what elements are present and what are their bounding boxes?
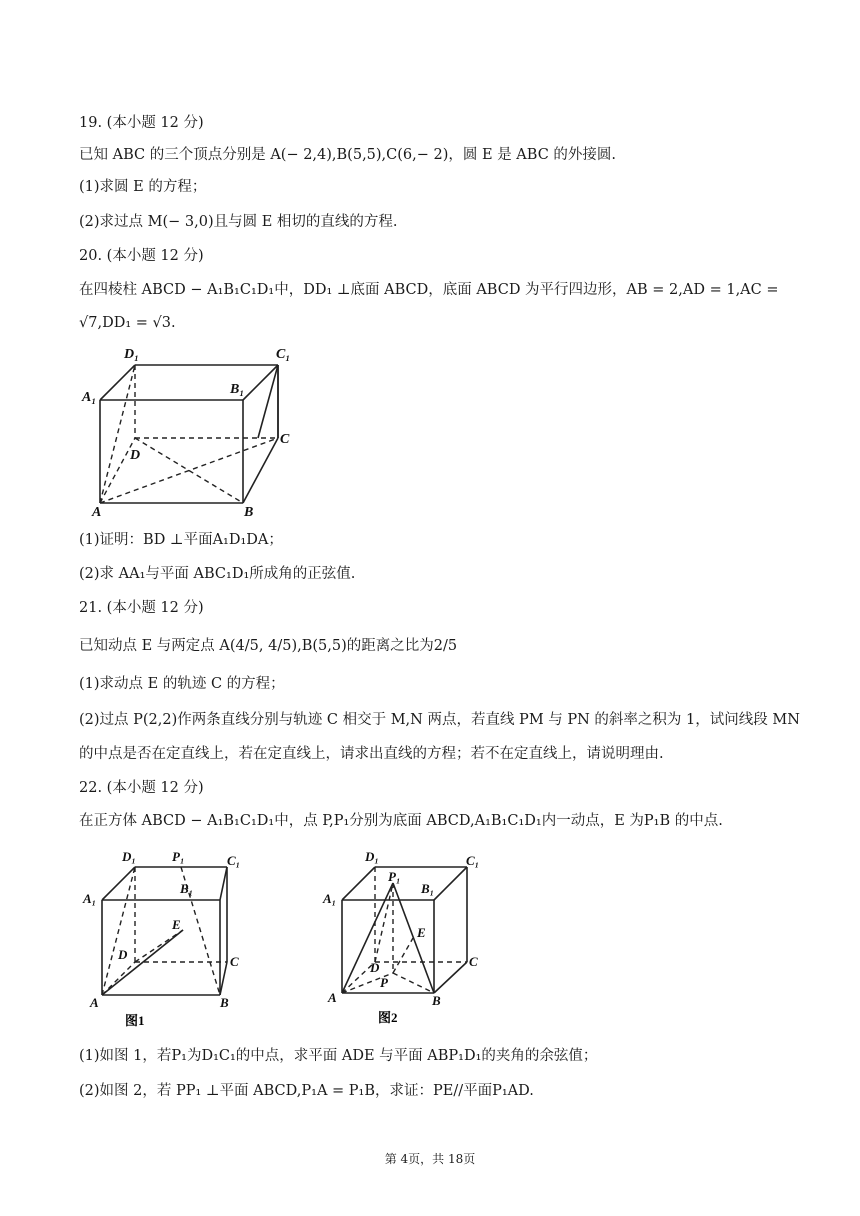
svg-text:C₁: C₁ [466, 853, 480, 868]
label-C: C [280, 432, 290, 447]
q19-header: 19. (本小题 12 分) [79, 115, 204, 131]
q21-part2-line2: 的中点是否在定直线上，若在定直线上，请求出直线的方程；若不在定直线上，请说明理由. [79, 746, 664, 762]
q22-part1: (1)如图 1，若P₁为D₁C₁的中点，求平面 ADE 与平面 ABP₁D₁的夹角的余弦值； [79, 1048, 598, 1064]
q21-part2-line1: (2)过点 P(2,2)作两条直线分别与轨迹 C 相交于 M,N 两点，若直线 PM 与 PN 的斜率之积为 1，试问线段 MN [79, 712, 800, 728]
q22-figure-2 [320, 845, 495, 1030]
page-footer: 第 4页，共 18页 [384, 1152, 476, 1166]
fig2-caption: 图2 [378, 1010, 398, 1025]
svg-text:D₁: D₁ [365, 849, 379, 864]
q21-ratio: 2/5 [433, 638, 458, 654]
svg-text:P₁: P₁ [172, 849, 185, 864]
q20-part2: (2)求 AA₁与平面 ABC₁D₁所成角的正弦值. [79, 566, 356, 582]
svg-text:B₁: B₁ [421, 881, 435, 896]
q22-figure-1 [80, 845, 255, 1030]
svg-text:C: C [469, 954, 478, 969]
q22-header: 22. (本小题 12 分) [79, 780, 204, 796]
svg-text:A: A [328, 990, 337, 1005]
q21-stem-b: ,B(5,5)的距离之比为 [297, 638, 434, 654]
svg-text:B: B [432, 993, 441, 1008]
label-D1: D₁ [124, 347, 139, 362]
svg-text:B₁: B₁ [180, 881, 194, 896]
fig1-caption: 图1 [125, 1013, 145, 1028]
q19-part1: (1)求圆 E 的方程； [79, 179, 207, 195]
svg-text:A₁: A₁ [323, 891, 337, 906]
label-B: B [244, 505, 254, 518]
q19-part2: (2)求过点 M(− 3,0)且与圆 E 相切的直线的方程. [79, 214, 398, 230]
svg-text:E: E [417, 925, 426, 940]
q19-stem: 已知 ABC 的三个顶点分别是 A(− 2,4),B(5,5),C(6,− 2)，圆 E 是 ABC 的外接圆. [79, 147, 617, 163]
svg-text:A: A [90, 995, 99, 1010]
q21-stem-a: 已知动点 E 与两定点 A [79, 638, 230, 654]
svg-text:A₁: A₁ [83, 891, 97, 906]
svg-text:E: E [172, 917, 181, 932]
q20-part1: (1)证明：BD ⊥平面A₁D₁DA； [79, 532, 283, 548]
q22-stem: 在正方体 ABCD − A₁B₁C₁D₁中，点 P,P₁分别为底面 ABCD,A₁B₁C₁D₁内一动点，E 为P₁B 的中点. [79, 813, 723, 829]
q20-stem-line2: √7,DD₁ = √3. [79, 315, 176, 331]
svg-text:D: D [370, 960, 380, 975]
svg-text:D₁: D₁ [122, 849, 136, 864]
q21-point-a: (4/5, 4/5) [229, 638, 298, 654]
q20-header: 20. (本小题 12 分) [79, 248, 204, 264]
label-B1: B₁ [230, 382, 245, 397]
svg-text:C: C [230, 954, 239, 969]
svg-text:C₁: C₁ [227, 853, 241, 868]
q21-header: 21. (本小题 12 分) [79, 600, 204, 616]
svg-text:B: B [220, 995, 229, 1010]
label-C1: C₁ [276, 347, 291, 362]
q21-stem [79, 636, 800, 656]
q20-stem-line1: 在四棱柱 ABCD − A₁B₁C₁D₁中，DD₁ ⊥底面 ABCD，底面 ABCD 为平行四边形，AB = 2,AD = 1,AC = [79, 282, 779, 298]
q21-part1: (1)求动点 E 的轨迹 C 的方程； [79, 676, 285, 692]
label-A: A [92, 505, 102, 518]
q20-prism-figure [78, 343, 298, 518]
q22-part2: (2)如图 2，若 PP₁ ⊥平面 ABCD,P₁A = P₁B，求证：PE//平面P₁AD. [79, 1083, 534, 1099]
label-A1: A₁ [82, 390, 97, 405]
svg-text:P: P [380, 975, 388, 990]
svg-text:P₁: P₁ [388, 869, 401, 884]
svg-text:D: D [118, 947, 128, 962]
label-D: D [130, 448, 141, 463]
